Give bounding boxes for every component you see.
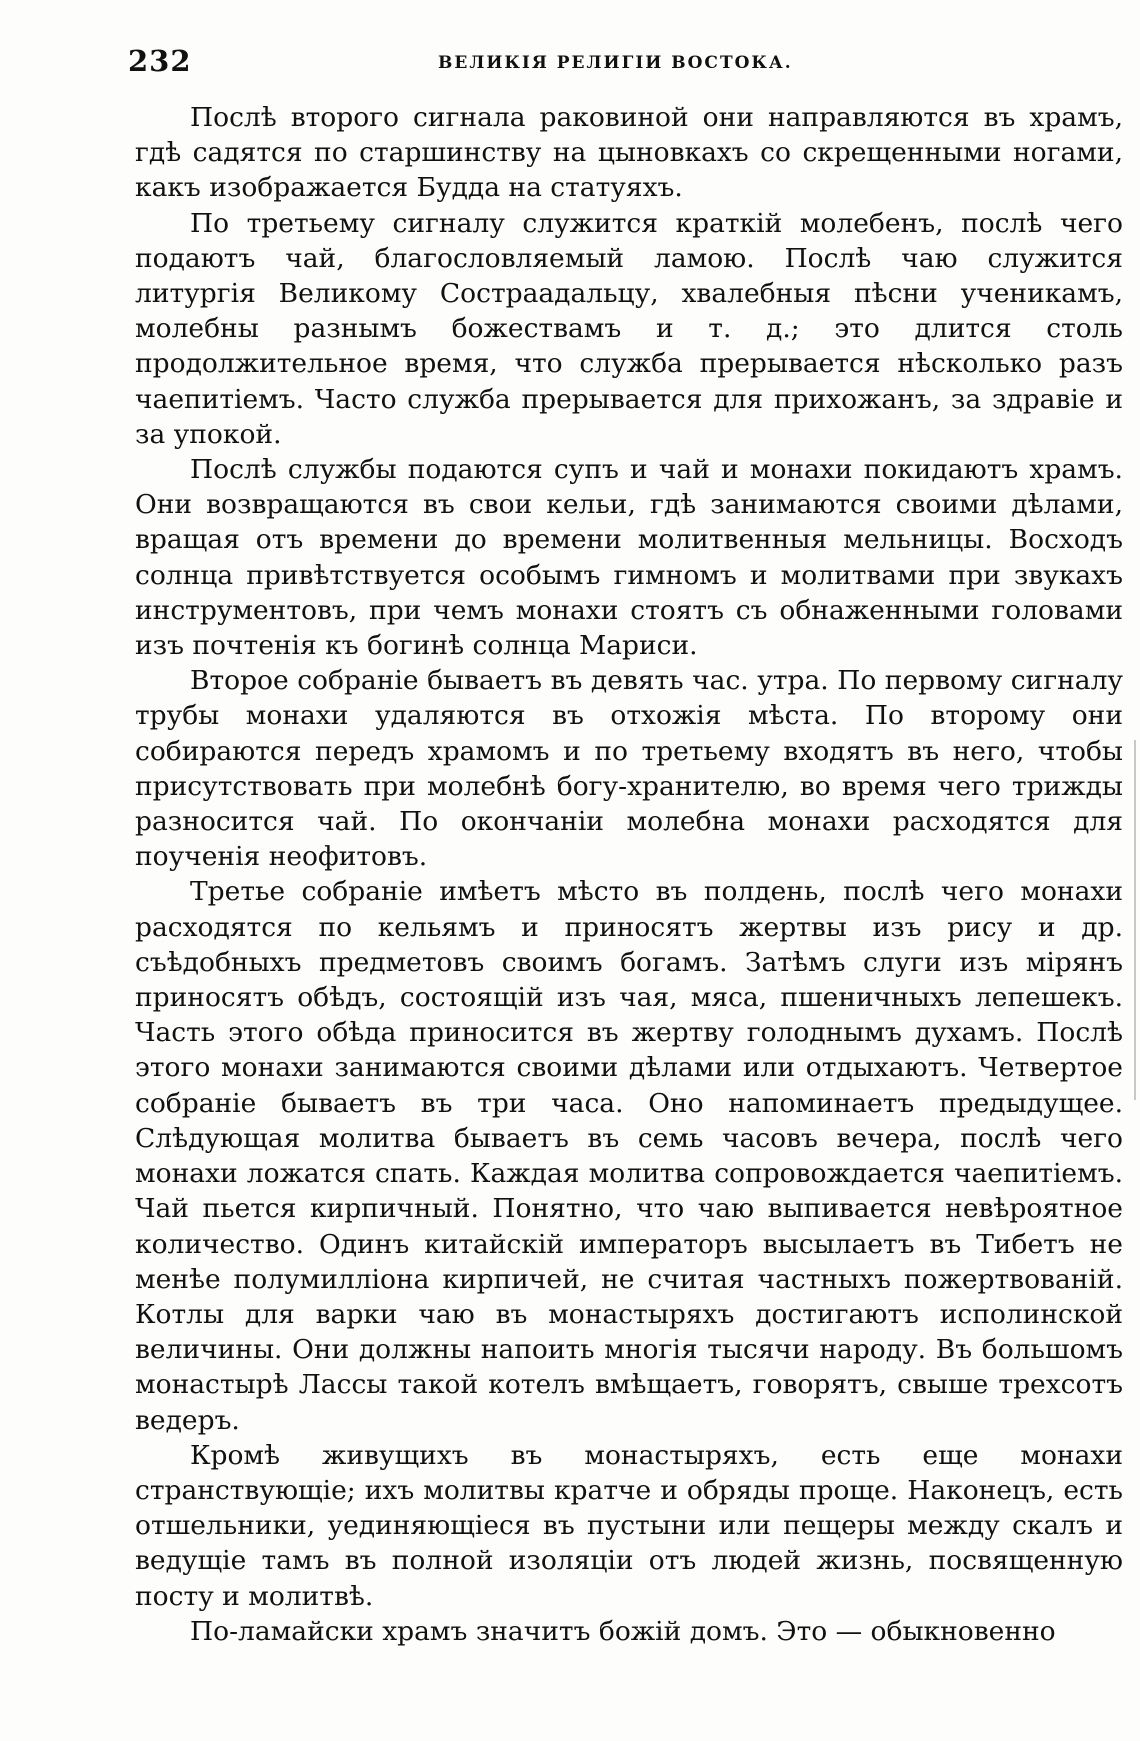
running-title: ВЕЛИКІЯ РЕЛИГІИ ВОСТОКА. (438, 53, 793, 73)
paragraph: Послѣ службы подаются супъ и чай и монахи покидаютъ храмъ. Они возвращаются въ свои кельи, гдѣ занимаются своими дѣлами, вращая отъ времени до времени молитвенныя мельницы. Восходъ солнца привѣтствуется особымъ гимномъ и молитвами при звукахъ инструментовъ, при чемъ монахи стоятъ съ обнаженными головами изъ почтенія къ богинѣ солнца Мариси. (135, 454, 1123, 662)
body-text (135, 100, 1123, 1649)
paragraph: По-ламайски храмъ значитъ божій домъ. Это — обыкновенно (190, 1615, 1056, 1647)
paragraph: По третьему сигналу служится краткій молебенъ, послѣ чего подаютъ чай, благословляемый ламою. Послѣ чаю служится литургія Великому Состраадальцу, хвалебныя пѣсни ученикамъ, молебны разнымъ божествамъ и т. д.; это длится столь продолжительное время, что служба прерывается нѣсколько разъ чаепитіемъ. Часто служба прерывается для прихожанъ, за здравіе и за упокой. (135, 207, 1123, 450)
paragraph: Третье собраніе имѣетъ мѣсто въ полдень, послѣ чего монахи расходятся по кельямъ и приносятъ жертвы изъ рису и др. съѣдобныхъ предметовъ своимъ богамъ. Затѣмъ слуги изъ мірянъ приносятъ обѣдъ, состоящій изъ чая, мяса, пшеничныхъ лепешекъ. Часть этого обѣда приносится въ жертву голоднымъ духамъ. Послѣ этого монахи занимаются своими дѣлами или отдыхаютъ. Четвертое собраніе бываетъ въ три часа. Оно напоминаетъ предыдущее. Слѣдующая молитва бываетъ въ семь часовъ вечера, послѣ чего монахи ложатся спать. Каждая молитва сопровождается чаепитіемъ. Чай пьется кирпичный. Понятно, что чаю выпивается невѣроятное количество. Одинъ китайскій императоръ высылаетъ въ Тибетъ не менѣе полумилліона кирпичей, не считая частныхъ пожертвованій. Котлы для варки чаю въ монастыряхъ достигаютъ исполинской величины. Они должны напоить многія тысячи народу. Въ большомъ монастырѣ Лассы такой котелъ вмѣщаетъ, говорятъ, свыше трехсотъ ведеръ. (135, 876, 1123, 1436)
paragraph: Послѣ второго сигнала раковиной они направляются въ храмъ, гдѣ садятся по старшинству на цыновкахъ со скрещенными ногами, какъ изображается Будда на статуяхъ. (135, 102, 1123, 204)
paragraph: Кромѣ живущихъ въ монастыряхъ, есть еще монахи странствующіе; ихъ молитвы кратче и обряды проще. Наконецъ, есть отшельники, уединяющіеся въ пустыни или пещеры между скалъ и ведущіе тамъ въ полной изоляціи отъ людей жизнь, посвященную посту и молитвѣ. (135, 1439, 1123, 1612)
page-number: 232 (128, 44, 192, 78)
paragraph: Второе собраніе бываетъ въ девять час. утра. По первому сигналу трубы монахи удаляются въ отхожія мѣста. По второму они собираются передъ храмомъ и по третьему входятъ въ него, чтобы присутствовать при молебнѣ богу-хранителю, во время чего трижды разносится чай. По окончаніи молебна монахи расходятся для поученія неофитовъ. (135, 665, 1123, 873)
page-edge-mark (1134, 740, 1136, 1100)
page-header (128, 44, 1130, 84)
